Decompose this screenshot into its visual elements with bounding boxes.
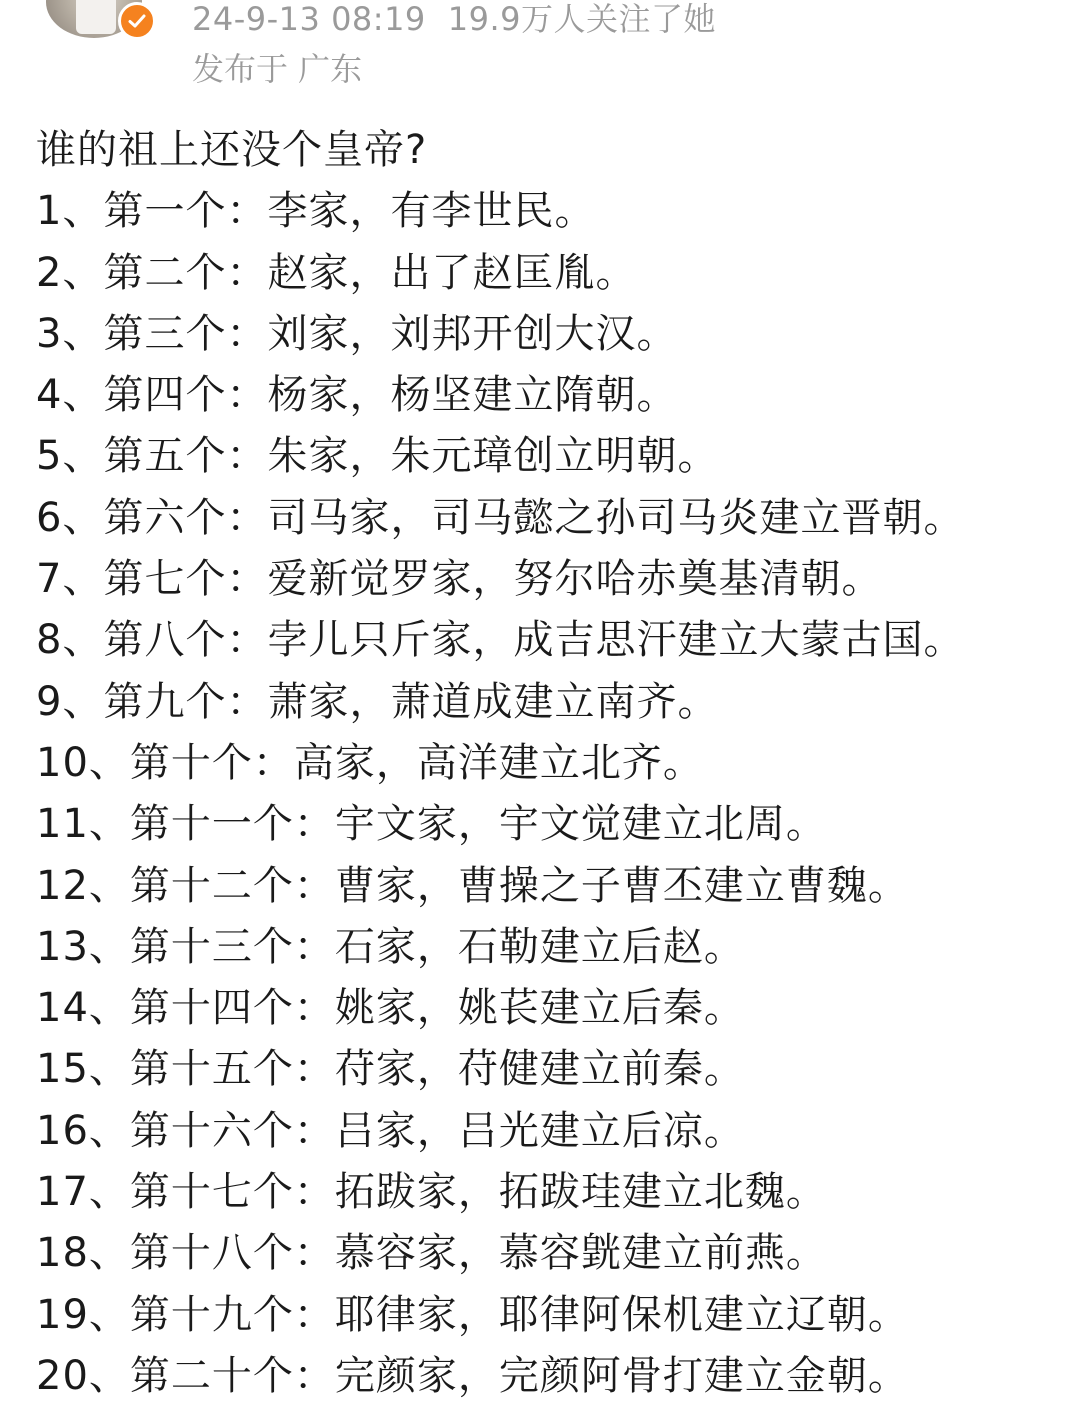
list-item: 16、第十六个：吕家，吕光建立后凉。 <box>36 1107 745 1154</box>
avatar-figure <box>76 0 116 34</box>
post-meta <box>192 0 716 40</box>
post-header <box>0 0 1076 100</box>
post-location: 发布于 广东 <box>192 50 363 88</box>
list-item: 20、第二十个：完颜家，完颜阿骨打建立金朝。 <box>36 1352 909 1399</box>
list-item: 18、第十八个：慕容家，慕容皝建立前燕。 <box>36 1230 827 1277</box>
verified-badge-icon <box>118 2 156 40</box>
list-item: 2、第二个：赵家，出了赵匡胤。 <box>36 249 637 296</box>
list-item: 10、第十个：高家，高洋建立北齐。 <box>36 739 704 786</box>
list-item: 13、第十三个：石家，石勒建立后赵。 <box>36 923 745 970</box>
list-item: 11、第十一个：宇文家，宇文觉建立北周。 <box>36 801 827 848</box>
list-item: 4、第四个：杨家，杨坚建立隋朝。 <box>36 372 678 419</box>
checkmark-icon <box>127 11 147 31</box>
post-title: 谁的祖上还没个皇帝? <box>36 127 428 173</box>
list-item: 1、第一个：李家，有李世民。 <box>36 188 596 235</box>
post-body <box>36 120 1066 1407</box>
list-item: 12、第十二个：曹家，曹操之子曹丕建立曹魏。 <box>36 862 909 909</box>
list-item: 17、第十七个：拓跋家，拓跋珪建立北魏。 <box>36 1169 827 1216</box>
follower-count: 19.9万人关注了她 <box>447 0 717 38</box>
list-item: 5、第五个：朱家，朱元璋创立明朝。 <box>36 433 719 480</box>
post-line-list <box>36 181 1066 1407</box>
list-item: 19、第十九个：耶律家，耶律阿保机建立辽朝。 <box>36 1291 909 1338</box>
list-item: 14、第十四个：姚家，姚苌建立后秦。 <box>36 985 745 1032</box>
list-item: 3、第三个：刘家，刘邦开创大汉。 <box>36 310 678 357</box>
list-item: 9、第九个：萧家，萧道成建立南齐。 <box>36 678 719 725</box>
post-timestamp: 24-9-13 08:19 <box>192 0 426 38</box>
list-item: 8、第八个：孛儿只斤家，成吉思汗建立大蒙古国。 <box>36 617 965 664</box>
list-item: 15、第十五个：苻家，苻健建立前秦。 <box>36 1046 745 1093</box>
list-item: 6、第六个：司马家，司马懿之孙司马炎建立晋朝。 <box>36 494 965 541</box>
list-item: 7、第七个：爱新觉罗家，努尔哈赤奠基清朝。 <box>36 556 883 603</box>
